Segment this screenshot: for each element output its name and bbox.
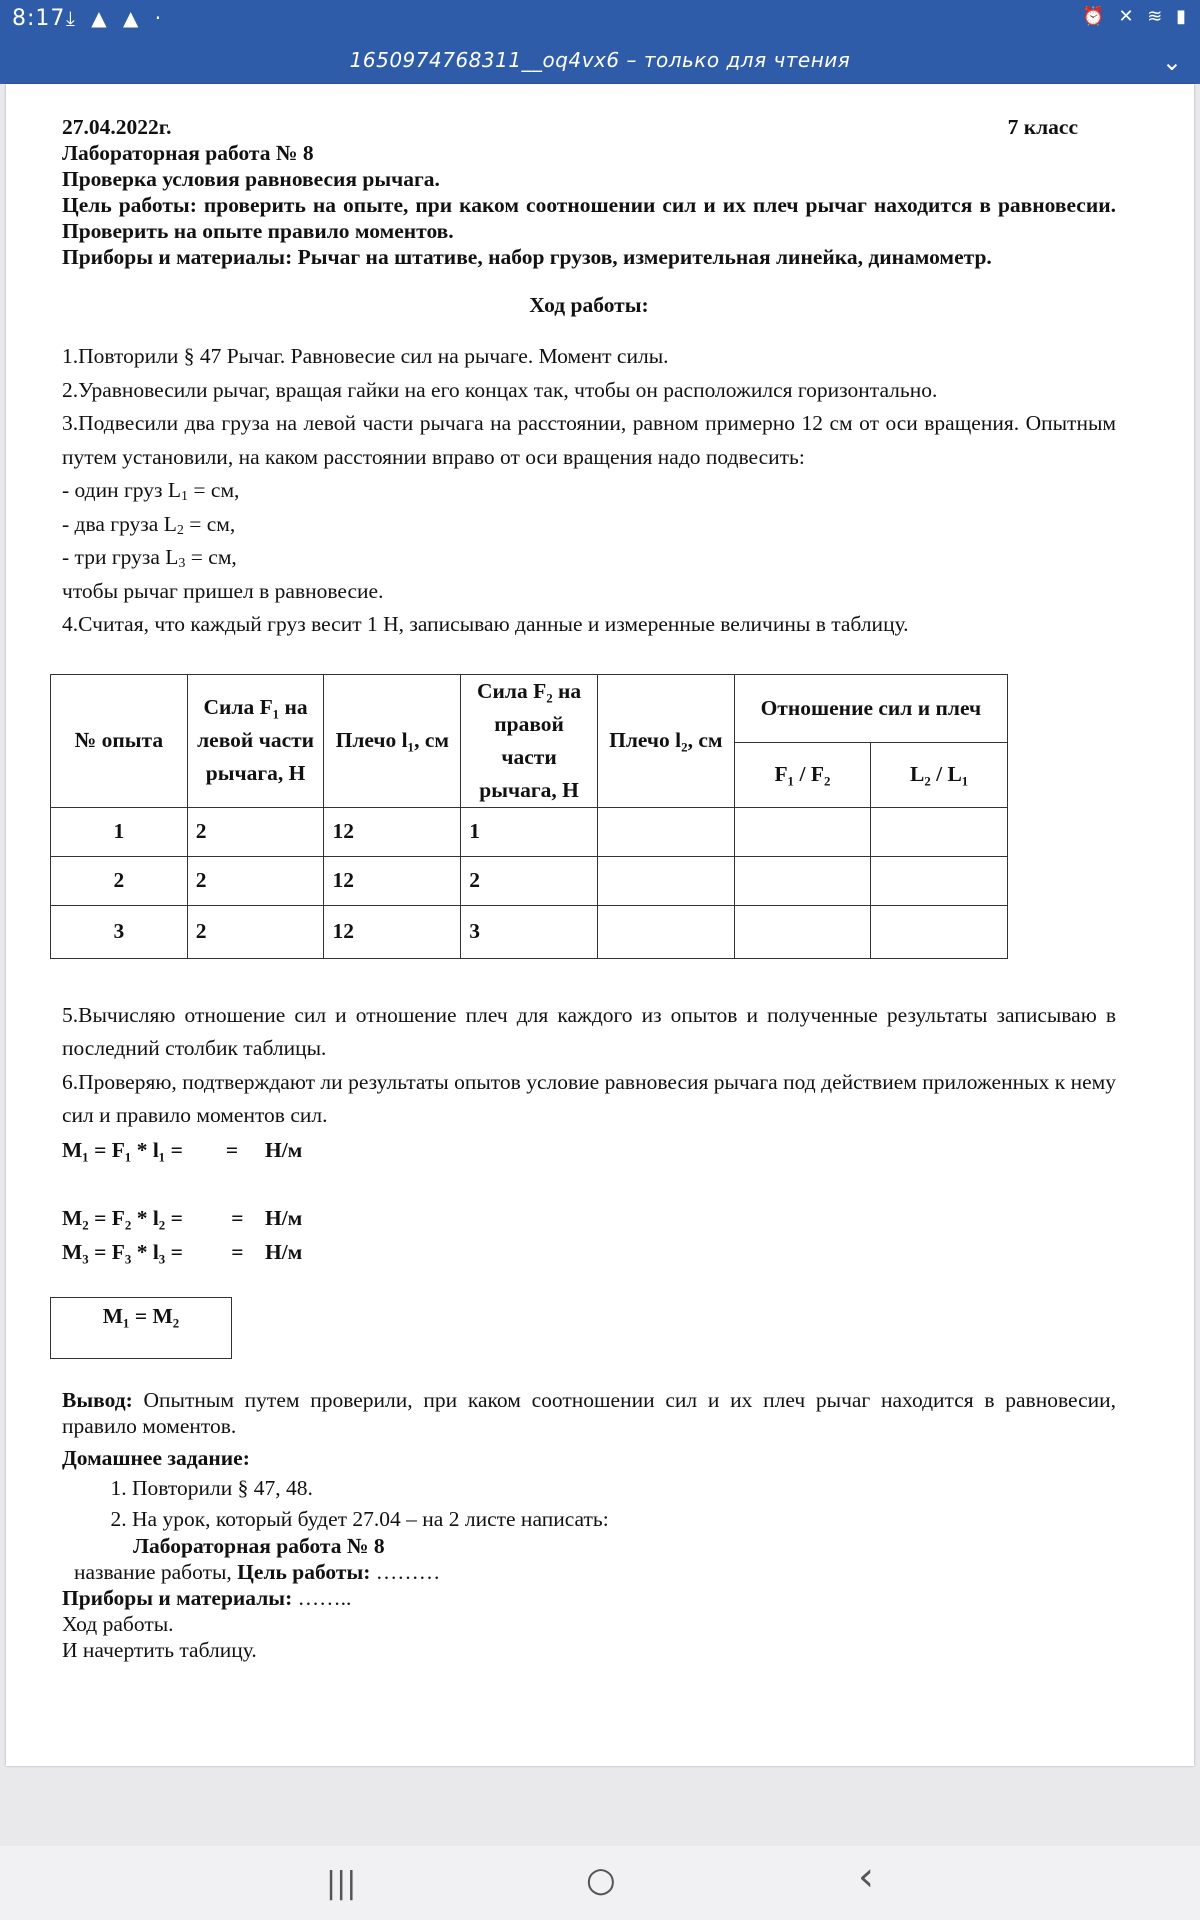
chevron-down-icon[interactable]: ⌄ — [1161, 48, 1182, 76]
step-1: 1.Повторили § 47 Рычаг. Равновесие сил на рычаге. Момент силы. — [62, 344, 669, 368]
step-6: 6.Проверяю, подтверждают ли результаты опытов условие равновесия рычага под действием приложенных к нему сил и правило моментов сил. — [62, 1069, 1116, 1127]
conclusion: Вывод: Опытным путем проверили, при каком соотношении сил и их плеч рычаг находится в равновесии, правило моментов. — [62, 1387, 1116, 1438]
warning-icon: ▲ — [91, 6, 107, 30]
signal-icon: ▮ — [1176, 6, 1186, 27]
hw-line-4: Приборы и материалы: …….. — [62, 1585, 352, 1610]
step-3-a: - один груз $L_1$ = см, — [62, 478, 240, 504]
navigation-bar — [0, 1846, 1200, 1920]
table-row: 1 2 12 1 — [51, 807, 1008, 856]
table-row: 2 2 12 2 — [51, 856, 1008, 905]
status-time: 8:17 — [12, 6, 66, 31]
document-titlebar[interactable] — [0, 40, 1200, 84]
status-bar — [0, 0, 1200, 40]
status-left-icons — [66, 6, 171, 30]
lab-title: Лабораторная работа № 8 — [62, 141, 314, 165]
step-3-end: чтобы рычаг пришел в равновесие. — [62, 578, 384, 603]
mute-icon: ✕ — [1118, 6, 1134, 27]
home-button[interactable]: ○ — [586, 1860, 616, 1900]
download-icon: ⤓ — [66, 6, 75, 30]
header-ratio: Отношение сил и плеч — [734, 674, 1007, 742]
step-2: 2.Уравновесили рычаг, вращая гайки на его концах так, чтобы он расположился горизонтально. — [62, 377, 938, 402]
hw-item-1: 1. Повторили § 47, 48. — [132, 1471, 1116, 1505]
status-right-icons — [1074, 6, 1186, 27]
doc-date: 27.04.2022г. — [62, 115, 172, 139]
homework-heading: Домашнее задание: — [62, 1445, 250, 1470]
alarm-icon: ⏰ — [1082, 6, 1105, 27]
step-5: 5.Вычисляю отношение сил и отношение плеч для каждого из опытов и полученные результаты записываю в последний столбик таблицы. — [62, 1002, 1116, 1060]
lab-subject: Проверка условия равновесия рычага. — [62, 167, 440, 191]
results-table — [50, 674, 1008, 959]
step-3: 3.Подвесили два груза на левой части рычага на расстоянии, равном примерно 12 см от оси вращения. Опытным путем установили, на каком расстоянии вправо от оси вращения надо подвесить: — [62, 411, 1116, 469]
formula-m2: M₂ = F₂ * l₂ = = Н/м — [62, 1205, 303, 1230]
step-3-c: - три груза $L_3$ = см, — [62, 545, 237, 571]
hw-line-3: название работы, Цель работы: ……… — [74, 1559, 441, 1584]
step-3-b: - два груза $L_2$ = см, — [62, 511, 236, 538]
step-4: 4.Считая, что каждый груз весит 1 Н, записываю данные и измеренные величины в таблицу. — [62, 612, 909, 636]
document-content — [62, 114, 1116, 1663]
header-l1: Плечо l₁, см — [324, 674, 461, 807]
header-ratio-l: L₂ / L₁ — [871, 742, 1008, 807]
procedure-heading: Ход работы: — [529, 293, 649, 317]
formula-m3: M₃ = F₃ * l₃ = = Н/м — [62, 1239, 303, 1264]
table-row: 3 2 12 3 — [51, 905, 1008, 958]
back-button[interactable]: ‹ — [858, 1854, 874, 1900]
header-ratio-f: F₁ / F₂ — [734, 742, 871, 807]
hw-line-6: И начертить таблицу. — [62, 1637, 257, 1662]
dot-icon: · — [154, 6, 162, 30]
header-f2: Сила F₂ на правой части рычага, Н — [461, 674, 598, 807]
document-page — [6, 84, 1194, 1766]
hw-item-2: 2. На урок, который будет 27.04 – на 2 листе написать: — [132, 1505, 1116, 1533]
formula-m1: M₁ = F₁ * l₁ = = Н/м — [62, 1137, 303, 1162]
document-title: 1650974768311__oq4vx6 – только для чтения — [349, 48, 851, 72]
lab-goal: Цель работы: проверить на опыте, при каком соотношении сил и их плеч рычаг находится в равновесии. Проверить на опыте правило моментов. — [62, 193, 1116, 243]
homework-list — [62, 1471, 1116, 1663]
header-num: № опыта — [51, 674, 188, 807]
warning-icon-2: ▲ — [122, 6, 139, 30]
recent-apps-button[interactable]: ||| — [326, 1866, 357, 1901]
wifi-icon: ≋ — [1147, 6, 1163, 27]
hw-line-5: Ход работы. — [62, 1611, 174, 1636]
header-l2: Плечо l₂, см — [597, 674, 734, 807]
header-f1: Сила F₁ на левой части рычага, Н — [187, 674, 324, 807]
lab-materials: Приборы и материалы: Рычаг на штативе, набор грузов, измерительная линейка, динамометр. — [62, 245, 992, 269]
moments-equality-box: M₁ = M₂ — [50, 1297, 232, 1359]
doc-grade: 7 класс — [1007, 115, 1078, 139]
hw-lab-title: Лабораторная работа № 8 — [133, 1533, 385, 1558]
